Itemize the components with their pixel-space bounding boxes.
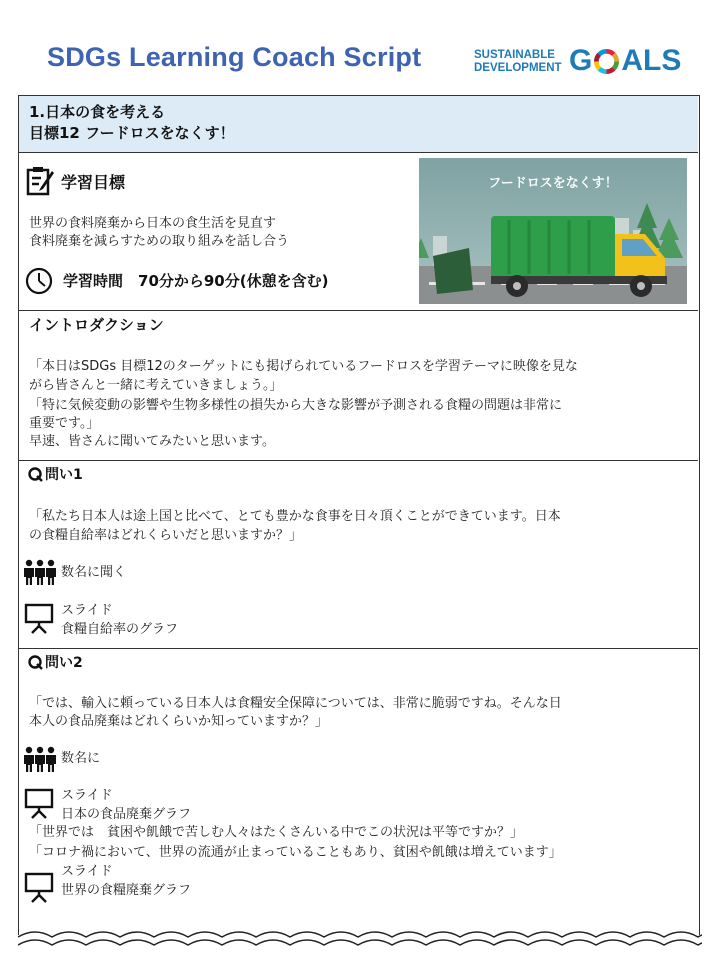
question2-quote: 「コロナ禍において、世界の流通が止まっていることもあり、貧困や飢餓は増えています」 (29, 845, 562, 860)
slide-title: 世界の食糧廃棄グラフ (61, 883, 192, 898)
sdg-logo-line1: SUSTAINABLE (474, 49, 555, 61)
sdg-logo-als: ALS (621, 44, 682, 77)
presentation-board-icon (24, 787, 54, 819)
study-time: 学習時間 70分から90分(休憩を含む) (63, 272, 329, 290)
sdg-logo-g: G (569, 44, 593, 77)
intro-line: 早速、皆さんに聞いてみたいと思います。 (29, 434, 275, 449)
clock-icon (25, 267, 53, 295)
question2-line: 本人の食品廃棄はどれくらいか知っていますか？」 (29, 714, 329, 729)
torn-edge-divider (18, 925, 702, 960)
intro-line: 「特に気候変動の影響や生物多様性の損失から大きな影響が予測される食糧の問題は非常に (29, 398, 563, 413)
objectives-row (19, 153, 698, 311)
question2-row (19, 649, 698, 936)
presentation-board-icon (24, 602, 54, 634)
presentation-board-icon (24, 871, 54, 903)
introduction-row (19, 311, 698, 461)
question1-line: 「私たち日本人は途上国と比べて、とても豊かな食事を日々頂くことができています。日本 (29, 509, 561, 524)
objective-line: 世界の食料廃棄から日本の食生活を見直す (29, 216, 277, 231)
question1-label: 問い1 (45, 467, 83, 483)
sdg-wheel-icon (593, 48, 620, 75)
question2-quote: 「世界では 貧困や飢餓で苦しむ人々はたくさんいる中でこの状況は平等ですか？」 (29, 825, 524, 840)
people-group-icon (22, 559, 58, 585)
lesson-title-line2: 目標12 フードロスをなくす！ (29, 124, 235, 142)
question2-label: 問い2 (45, 655, 83, 671)
intro-line: がら皆さんと一緒に考えていきましょう。」 (29, 378, 283, 393)
question2-line: 「では、輸入に頼っている日本人は食糧安全保障については、非常に脆弱ですね。そんな日 (29, 696, 562, 711)
objective-line: 食料廃棄を減らすための取り組みを話し合う (29, 234, 290, 249)
intro-line: 「本日はSDGs 目標12のターゲットにも掲げられているフードロスを学習テーマに映像を見な (29, 359, 578, 374)
intro-line: 重要です。」 (29, 416, 100, 431)
clipboard-icon (25, 165, 55, 197)
question-icon (28, 467, 44, 483)
sdg-logo-goals (569, 45, 681, 77)
question1-line: の食糧自給率はどれくらいだと思いますか？」 (29, 528, 303, 543)
slide-label: スライド (61, 788, 113, 803)
page-header (0, 0, 720, 95)
ask-instruction: 数名に (61, 751, 101, 766)
lesson-title-line1: 1.日本の食を考える (29, 103, 166, 121)
ask-instruction: 数名に聞く (61, 565, 127, 580)
garbage-truck-image (419, 158, 687, 304)
sdg-logo-line2: DEVELOPMENT (474, 62, 562, 74)
intro-heading: イントロダクション (29, 316, 164, 334)
question1-row (19, 461, 698, 649)
sdg-logo (474, 46, 684, 80)
slide-label: スライド (61, 603, 113, 618)
slide-label: スライド (61, 864, 113, 879)
lesson-script-table (18, 95, 700, 935)
image-caption: フードロスをなくす！ (488, 176, 618, 191)
slide-title: 食糧自給率のグラフ (61, 622, 179, 637)
question-icon (28, 655, 44, 671)
objectives-heading: 学習目標 (61, 173, 126, 192)
page-title: SDGs Learning Coach Script (47, 42, 422, 72)
lesson-title-row (19, 96, 698, 153)
slide-title: 日本の食品廃棄グラフ (61, 807, 192, 822)
people-group-icon (22, 746, 58, 772)
